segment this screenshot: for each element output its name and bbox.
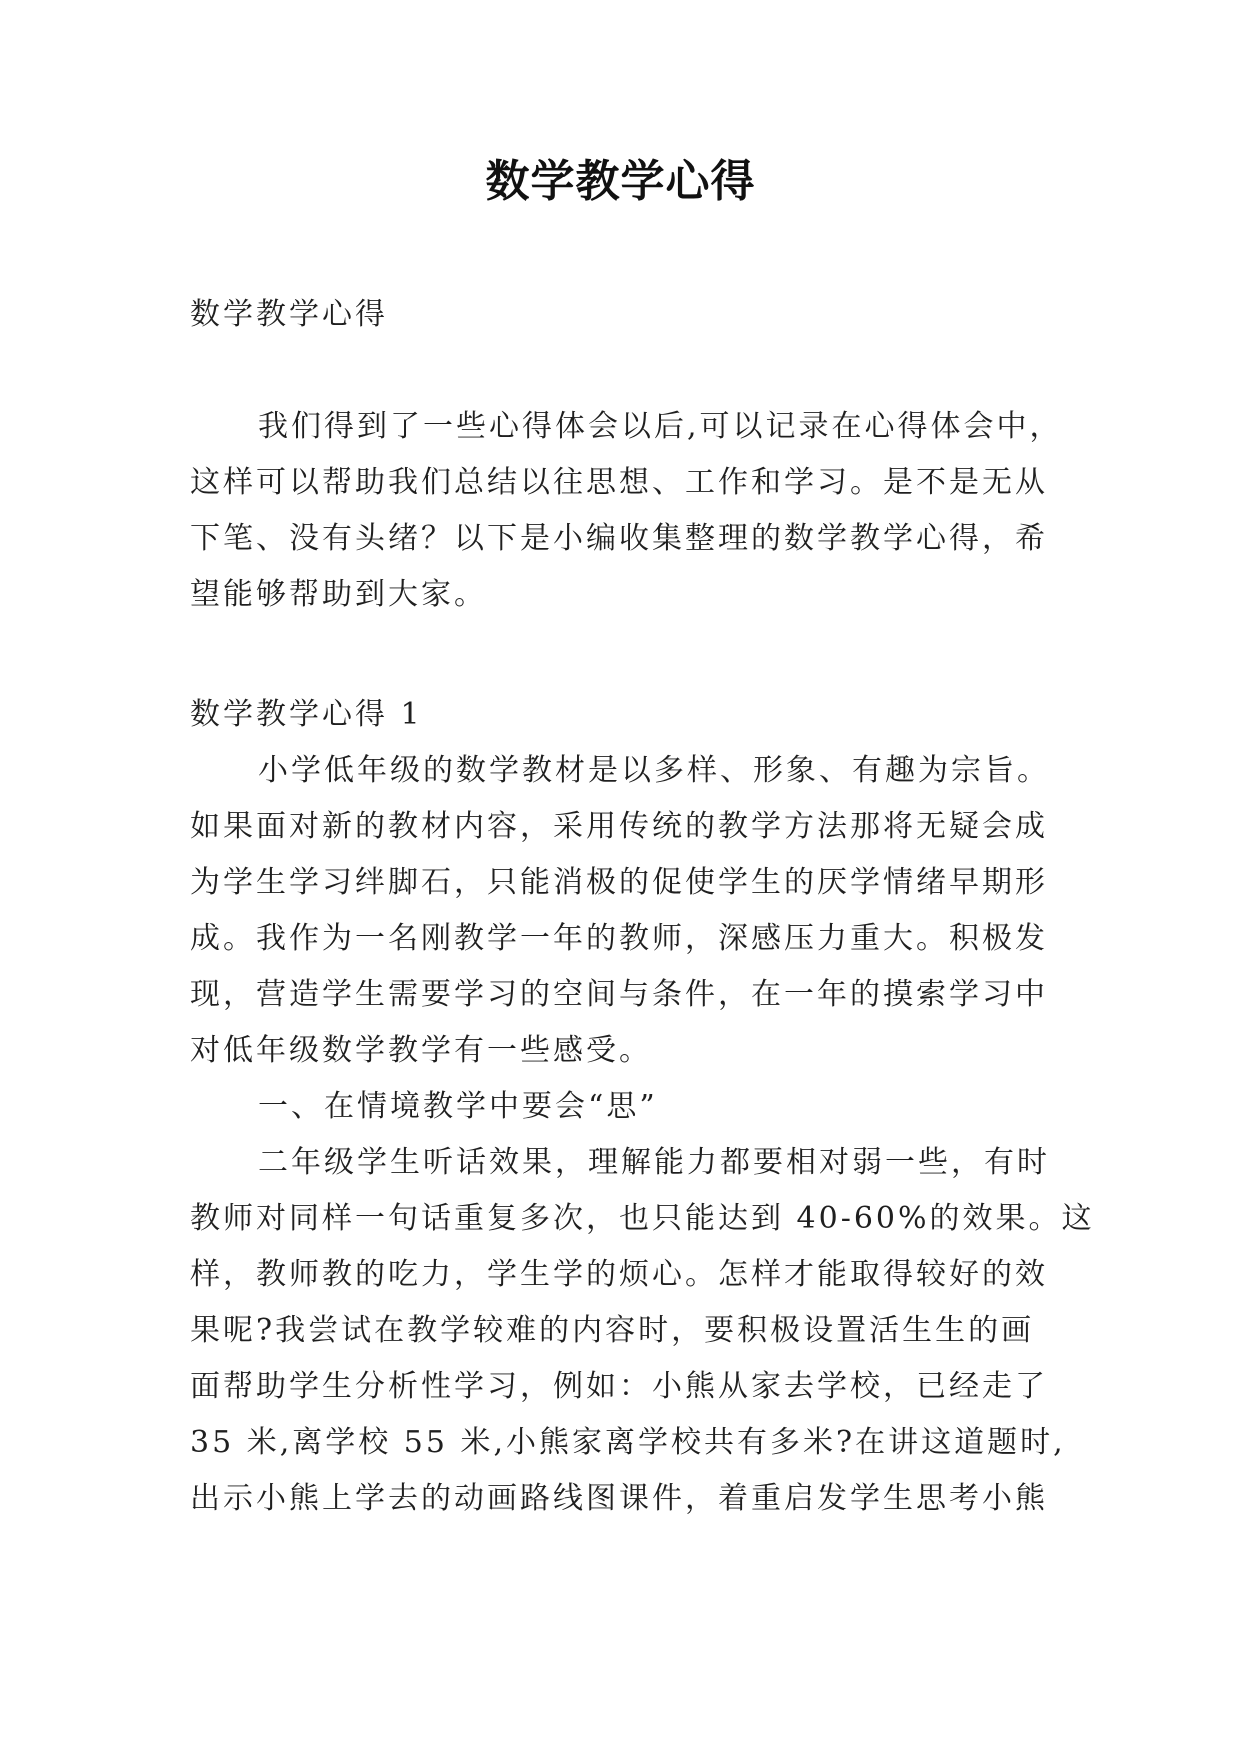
paragraph-line: 小学低年级的数学教材是以多样、形象、有趣为宗旨。 <box>258 753 1050 788</box>
paragraph-line: 样，教师教的吃力，学生学的烦心。怎样才能取得较好的效 <box>190 1257 1048 1292</box>
paragraph-line: 成。我作为一名刚教学一年的教师，深感压力重大。积极发 <box>190 921 1048 956</box>
intro-line: 望能够帮助到大家。 <box>190 577 487 612</box>
section-heading: 数学教学心得 1 <box>190 697 423 732</box>
paragraph-line: 现，营造学生需要学习的空间与条件，在一年的摸索学习中 <box>190 977 1048 1012</box>
paragraph-line: 对低年级数学教学有一些感受。 <box>190 1033 652 1068</box>
paragraph-line: 为学生学习绊脚石，只能消极的促使学生的厌学情绪早期形 <box>190 865 1048 900</box>
subheading: 一、在情境教学中要会“思” <box>258 1089 658 1124</box>
paragraph-line: 果呢?我尝试在教学较难的内容时，要积极设置活生生的画 <box>190 1313 1035 1348</box>
paragraph-line: 面帮助学生分析性学习，例如：小熊从家去学校，已经走了 <box>190 1369 1048 1404</box>
document-title: 数学教学心得 <box>485 156 756 207</box>
intro-line: 这样可以帮助我们总结以往思想、工作和学习。是不是无从 <box>190 465 1048 500</box>
intro-line: 下笔、没有头绪？以下是小编收集整理的数学教学心得，希 <box>190 521 1048 556</box>
intro-line: 我们得到了一些心得体会以后,可以记录在心得体会中， <box>258 409 1063 444</box>
paragraph-line: 二年级学生听话效果，理解能力都要相对弱一些，有时 <box>258 1145 1050 1180</box>
paragraph-line: 教师对同样一句话重复多次，也只能达到 40-60%的效果。这 <box>190 1201 1095 1236</box>
paragraph-line: 出示小熊上学去的动画路线图课件，着重启发学生思考小熊 <box>190 1481 1048 1516</box>
paragraph-line: 如果面对新的教材内容，采用传统的教学方法那将无疑会成 <box>190 809 1048 844</box>
paragraph-line: 35 米,离学校 55 米,小熊家离学校共有多米?在讲这道题时, <box>190 1425 1066 1460</box>
document-subtitle: 数学教学心得 <box>190 297 388 332</box>
